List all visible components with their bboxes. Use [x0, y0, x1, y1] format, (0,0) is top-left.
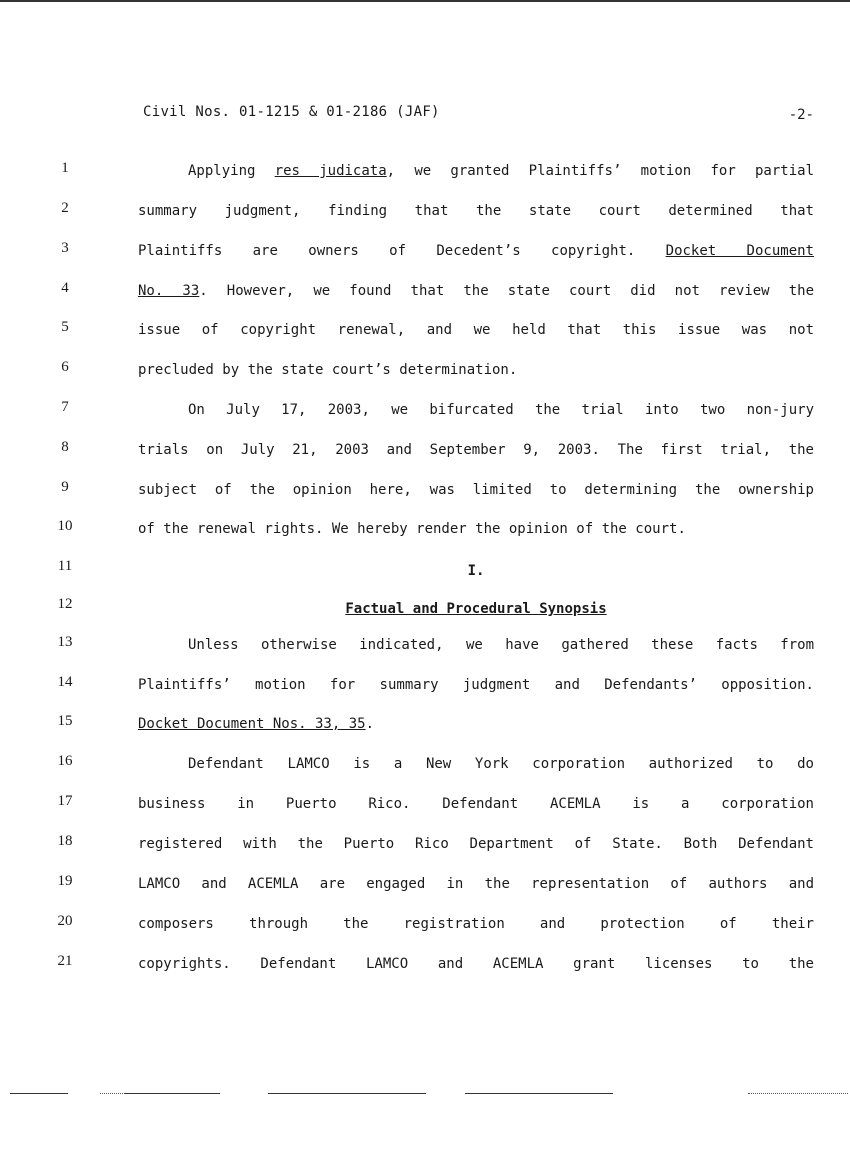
line-number: 7: [61, 399, 69, 415]
footer-rule: [10, 1093, 68, 1094]
text-line: Defendant LAMCO is a New York corporation authorized to do: [188, 756, 814, 772]
text-line: trials on July 21, 2003 and September 9, 2003. The first trial, the: [138, 442, 814, 458]
footer-rule: [268, 1093, 426, 1094]
text-line: business in Puerto Rico. Defendant ACEMLA is a corporation: [138, 796, 814, 812]
line-number: 1: [61, 160, 69, 176]
case-doctrine-underlined: res judicata: [274, 163, 387, 179]
text-line: Plaintiffs’ motion for summary judgment and Defendants’ opposition.: [138, 677, 814, 693]
line-number: 16: [57, 753, 73, 769]
text-line: composers through the registration and protection of their: [138, 916, 814, 932]
text-line: copyrights. Defendant LAMCO and ACEMLA grant licenses to the: [138, 956, 814, 972]
text-line: of the renewal rights. We hereby render the opinion of the court.: [138, 521, 686, 537]
line-number: 11: [57, 558, 73, 574]
text-line: [138, 160, 814, 182]
text-line: [138, 280, 814, 302]
text-line: LAMCO and ACEMLA are engaged in the representation of authors and: [138, 876, 814, 892]
line-number: 4: [61, 280, 69, 296]
text-segment: Applying: [188, 163, 275, 179]
text-line: [138, 713, 814, 735]
section-number: I.: [467, 563, 485, 579]
text-segment: Plaintiffs are owners of Decedent’s copyright.: [138, 243, 666, 259]
text-line: [138, 240, 814, 262]
text-line: On July 17, 2003, we bifurcated the trial into two non-jury: [188, 402, 814, 418]
top-edge-rule: [0, 0, 850, 2]
line-number: 2: [61, 200, 69, 216]
case-caption: Civil Nos. 01-1215 & 01-2186 (JAF): [143, 104, 440, 120]
line-number: 13: [57, 634, 73, 650]
line-number: 3: [61, 240, 69, 256]
line-number: 19: [57, 873, 73, 889]
line-number: 20: [57, 913, 73, 929]
section-heading: [138, 598, 814, 620]
docket-citation: Docket Document: [665, 243, 814, 259]
text-segment: .: [365, 716, 375, 732]
line-number: 9: [61, 479, 69, 495]
footer-rule: [100, 1093, 125, 1094]
line-number: 10: [57, 518, 73, 534]
text-line: registered with the Puerto Rico Department of State. Both Defendant: [138, 836, 814, 852]
text-line: Unless otherwise indicated, we have gathered these facts from: [188, 637, 814, 653]
text-line: summary judgment, finding that the state court determined that: [138, 203, 814, 219]
docket-citation: Docket Document Nos. 33, 35: [138, 716, 366, 732]
docket-citation: No. 33: [138, 283, 200, 299]
line-number: 6: [61, 359, 69, 375]
footer-rule: [465, 1093, 613, 1094]
line-number: 8: [61, 439, 69, 455]
text-segment: , we granted Plaintiffs’ motion for partial: [386, 163, 814, 179]
page-number: -2-: [788, 107, 814, 123]
line-number: 15: [57, 713, 73, 729]
line-number: 12: [57, 596, 73, 612]
footer-rule: [748, 1093, 848, 1094]
section-heading-text: Factual and Procedural Synopsis: [345, 601, 607, 617]
line-number: 14: [57, 674, 73, 690]
text-line: subject of the opinion here, was limited to determining the ownership: [138, 482, 814, 498]
text-line: issue of copyright renewal, and we held that this issue was not: [138, 322, 814, 338]
footer-rule: [125, 1093, 220, 1094]
text-line: precluded by the state court’s determination.: [138, 362, 518, 378]
footer-rules: [0, 1093, 850, 1097]
line-number: 21: [57, 953, 73, 969]
line-number: 18: [57, 833, 73, 849]
line-number: 17: [57, 793, 73, 809]
line-number: 5: [61, 319, 69, 335]
text-segment: . However, we found that the state court did not review the: [199, 283, 814, 299]
